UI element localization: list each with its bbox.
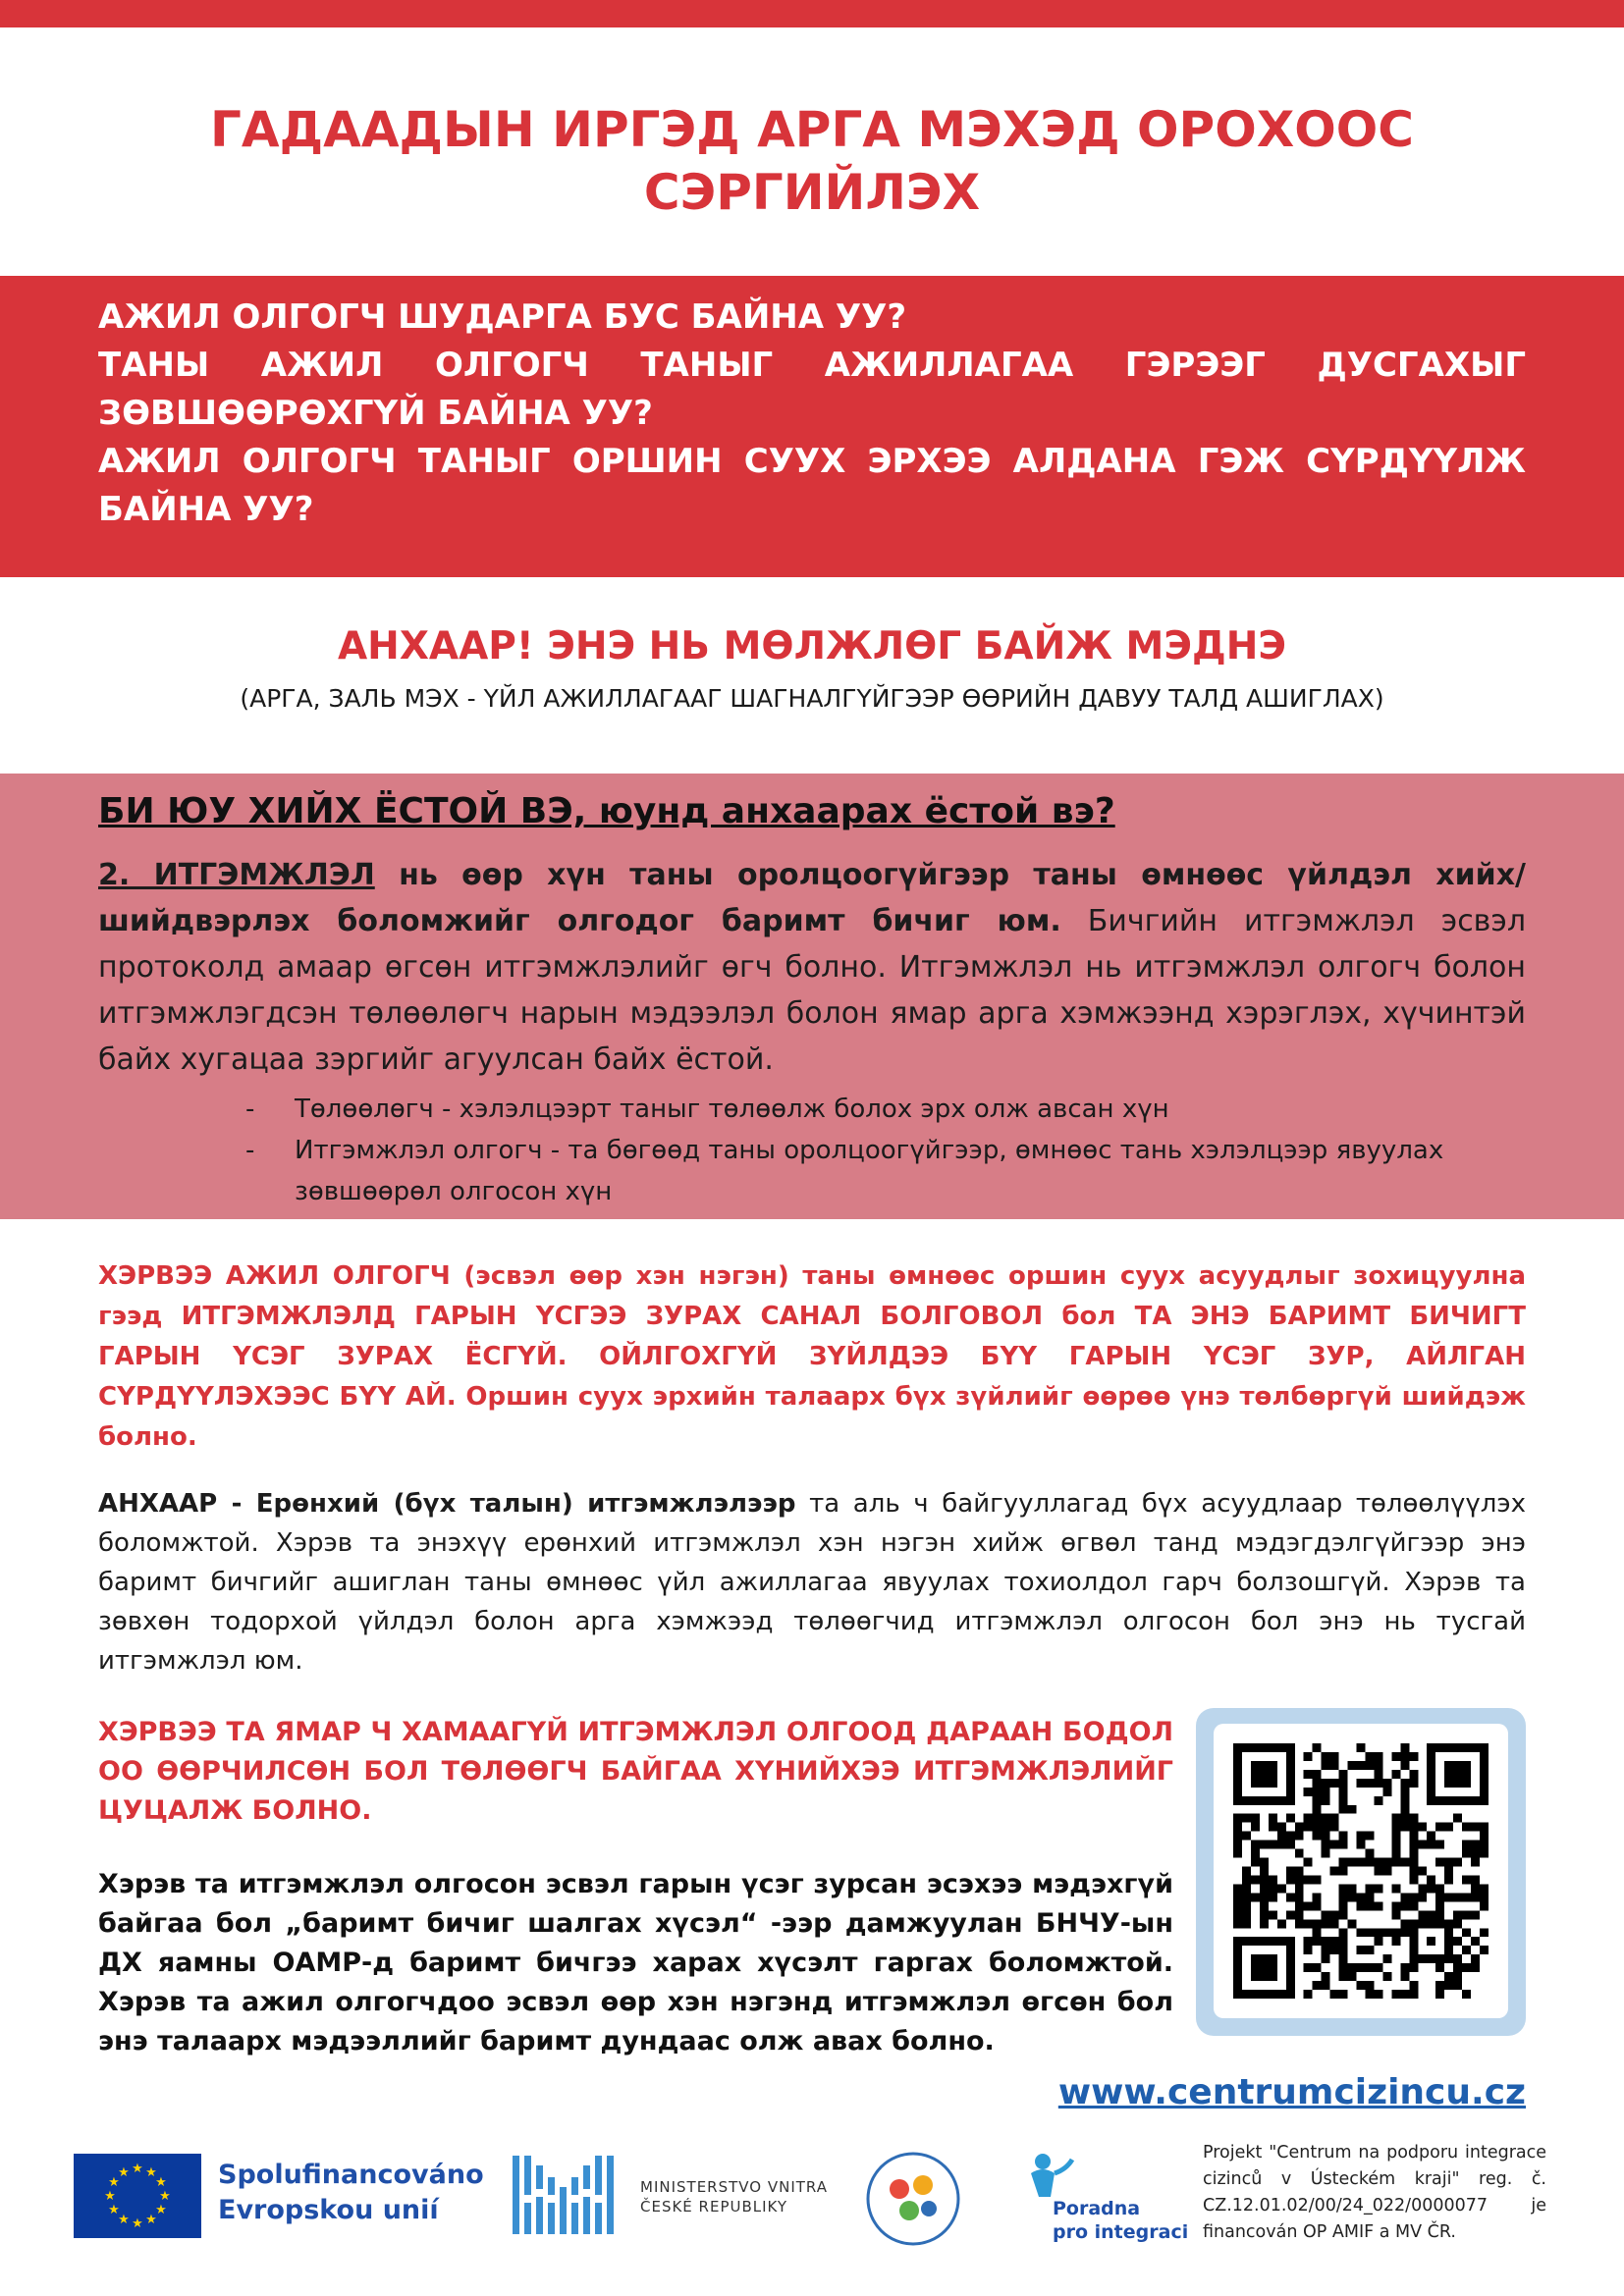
- svg-text:★: ★: [118, 2213, 130, 2227]
- poradna-logo-icon: [1021, 2152, 1080, 2199]
- bullet-text: Төлөөлөгч - хэлэлцээрт таныг төлөөлж болох эрх олж авсан хүн: [295, 1095, 1169, 1124]
- document-check-info: Хэрэв та итгэмжлэл олгосон эсвэл гарын үсэг зурсан эсэхээ мэдэхгүй байгаа бол „баримт бичиг шалгах хүсэл“ -ээр дамжуулан БНЧУ-ын ДХ яамны ОАМР-д баримт бичгээ харах хүсэлт гаргах боломжтой. Хэрэв та ажил олгогчдоо эсвэл өөр хэн нэгэнд итгэмжлэл өгсөн бол энэ талаарх мэдээллийг баримт дундаас олж авах болно.: [98, 1869, 1173, 2056]
- notice-body: та аль ч байгууллагад бүх асуудлаар төлөөлүүлэх боломжтой. Хэрэв та энэхүү ерөнхий итгэмжлэл хэн нэгэн хийж өгвөл танд мэдэгдэлгүйгээр энэ баримт бичгийг ашиглан таны өмнөөс үйл ажиллагаа явуулах тохиолдол гарч болзошгүй. Хэрэв та зөвхөн тодорхой үйлдэл болон арга хэмжээд төлөөгчид итгэмжлэл олгосон бол энэ нь тусгай итгэмжлэл юм.: [98, 1489, 1526, 1676]
- svg-text:★: ★: [132, 2216, 143, 2231]
- poradna-text: [1053, 2197, 1188, 2244]
- poa-details: Бичгийн итгэмжлэл эсвэл протоколд амаар өгсөн итгэмжлэлийг өгч болно. Итгэмжлэл нь итгэмжлэл олгогч болон итгэмжлэгдсэн төлөөлөгч нарын мэдээлэл болон ямар арга хэмжээнд хэрэглэх, хүчинтэй байх хугацаа зэргийг агуулсан байх ёстой.: [98, 904, 1527, 1077]
- eu-line-1: Spolufinancováno: [218, 2160, 484, 2190]
- poradna-line-1: Poradna: [1053, 2198, 1141, 2219]
- svg-text:★: ★: [108, 2175, 120, 2190]
- question-2: ТАНЫ АЖИЛ ОЛГОГЧ ТАНЫГ АЖИЛЛАГАА ГЭРЭЭГ ДУСГАХЫГ ЗӨВШӨӨРӨХГҮЙ БАЙНА УУ?: [98, 346, 1526, 433]
- list-item: [98, 1089, 1526, 1130]
- poradna-line-2: pro integraci: [1053, 2221, 1189, 2243]
- centrum-cizincu-logo-icon: [864, 2150, 962, 2248]
- revoke-warning: ХЭРВЭЭ ТА ЯМАР Ч ХАМААГҮЙ ИТГЭМЖЛЭЛ ОЛГООД ДАРААН БОДОЛ ОО ӨӨРЧИЛСӨН БОЛ ТӨЛӨӨГЧ БАЙГАА ХҮНИЙХЭЭ ИТГЭМЖЛЭЛИЙГ ЦУЦАЛЖ БОЛНО.: [98, 1717, 1173, 1826]
- svg-text:★: ★: [118, 2165, 130, 2180]
- poa-bullet-list: [98, 1089, 1526, 1212]
- poa-definition: нь өөр хүн таны оролцоогүйгээр таны өмнөөс үйлдэл хийх/шийдвэрлэх боломжийг олгодог баримт бичиг юм.: [98, 858, 1526, 938]
- questions-band: [0, 276, 1624, 577]
- poa-term: 2. ИТГЭМЖЛЭЛ: [98, 858, 375, 892]
- list-item: [98, 1130, 1526, 1212]
- footer: [0, 2140, 1624, 2296]
- dash-bullet-icon: -: [245, 1136, 255, 1165]
- signing-warning: ХЭРВЭЭ АЖИЛ ОЛГОГЧ (эсвэл өөр хэн нэгэн) таны өмнөөс оршин суух асуудлыг зохицуулна гээд ИТГЭМЖЛЭЛД ГАРЫН ҮСГЭЭ ЗУРАХ САНАЛ БОЛГОВОЛ бол ТА ЭНЭ БАРИМТ БИЧИГТ ГАРЫН ҮСЭГ ЗУРАХ ЁСГҮЙ. ОЙЛГОХГҮЙ ЗҮЙЛДЭЭ БҮҮ ГАРЫН ҮСЭГ ЗУР, АЙЛГАН СҮРДҮҮЛЭХЭЭС БҮҮ АЙ. Оршин суух эрхийн талаарх бүх зүйлийг өөрөө үнэ төлбөргүй шийдэж болно.: [98, 1261, 1526, 1452]
- svg-text:★: ★: [108, 2203, 120, 2217]
- eu-cofinanced-text: [218, 2158, 484, 2228]
- qr-code-icon[interactable]: [1233, 1743, 1489, 1999]
- question-1: АЖИЛ ОЛГОГЧ ШУДАРГА БУС БАЙНА УУ?: [98, 297, 907, 337]
- qr-code-card: [1196, 1708, 1526, 2036]
- project-info: Projekt "Centrum na podporu integrace cizinců v Ústeckém kraji" reg. č. CZ.12.01.02/00/24_022/0000077 je financován OP AMIF a MV ČR.: [1203, 2143, 1546, 2242]
- poa-paragraph: [98, 852, 1526, 1083]
- ministry-logo-icon: [511, 2152, 630, 2246]
- title-line-2: СЭРГИЙЛЭХ: [643, 164, 981, 221]
- svg-text:★: ★: [132, 2162, 143, 2176]
- question-3: АЖИЛ ОЛГОГЧ ТАНЫГ ОРШИН СУУХ ЭРХЭЭ АЛДАНА ГЭЖ СҮРДҮҮЛЖ БАЙНА УУ?: [98, 442, 1526, 529]
- website-link[interactable]: www.centrumcizincu.cz: [1057, 2072, 1526, 2112]
- section-heading: БИ ЮУ ХИЙХ ЁСТОЙ ВЭ, юунд анхаарах ёстой вэ?: [98, 791, 1115, 831]
- svg-text:★: ★: [159, 2189, 171, 2204]
- svg-text:★: ★: [104, 2189, 116, 2204]
- svg-text:★: ★: [145, 2213, 157, 2227]
- svg-text:★: ★: [155, 2203, 167, 2217]
- notice-lead: АНХААР - Ерөнхий (бүх талын) итгэмжлэлээр: [98, 1489, 796, 1519]
- page-title: [98, 98, 1526, 224]
- eu-line-2: Evropskou unií: [218, 2195, 439, 2225]
- svg-text:★: ★: [155, 2175, 167, 2190]
- attention-heading: АНХААР! ЭНЭ НЬ МӨЛЖЛӨГ БАЙЖ МЭДНЭ: [338, 624, 1286, 668]
- top-red-bar: [0, 0, 1624, 27]
- attention-subtitle: (АРГА, ЗАЛЬ МЭХ - ҮЙЛ АЖИЛЛАГААГ ШАГНАЛГҮЙГЭЭР ӨӨРИЙН ДАВУУ ТАЛД АШИГЛАХ): [240, 684, 1384, 713]
- svg-text:★: ★: [145, 2165, 157, 2180]
- bullet-text: Итгэмжлэл олгогч - та бөгөөд таны оролцоогүйгээр, өмнөөс тань хэлэлцээр явуулах зөвшөөрөл олгосон хүн: [295, 1136, 1444, 1206]
- title-line-1: ГАДААДЫН ИРГЭД АРГА МЭХЭД ОРОХООС: [210, 101, 1414, 158]
- ministry-line-2: ČESKÉ REPUBLIKY: [640, 2198, 788, 2216]
- power-of-attorney-section: [0, 774, 1624, 1219]
- ministry-text: [640, 2177, 828, 2216]
- eu-flag-icon: [74, 2154, 201, 2238]
- ministry-line-1: MINISTERSTVO VNITRA: [640, 2178, 828, 2196]
- general-poa-notice: [98, 1484, 1526, 1681]
- qr-code-frame: [1214, 1724, 1508, 2018]
- dash-bullet-icon: -: [245, 1095, 255, 1124]
